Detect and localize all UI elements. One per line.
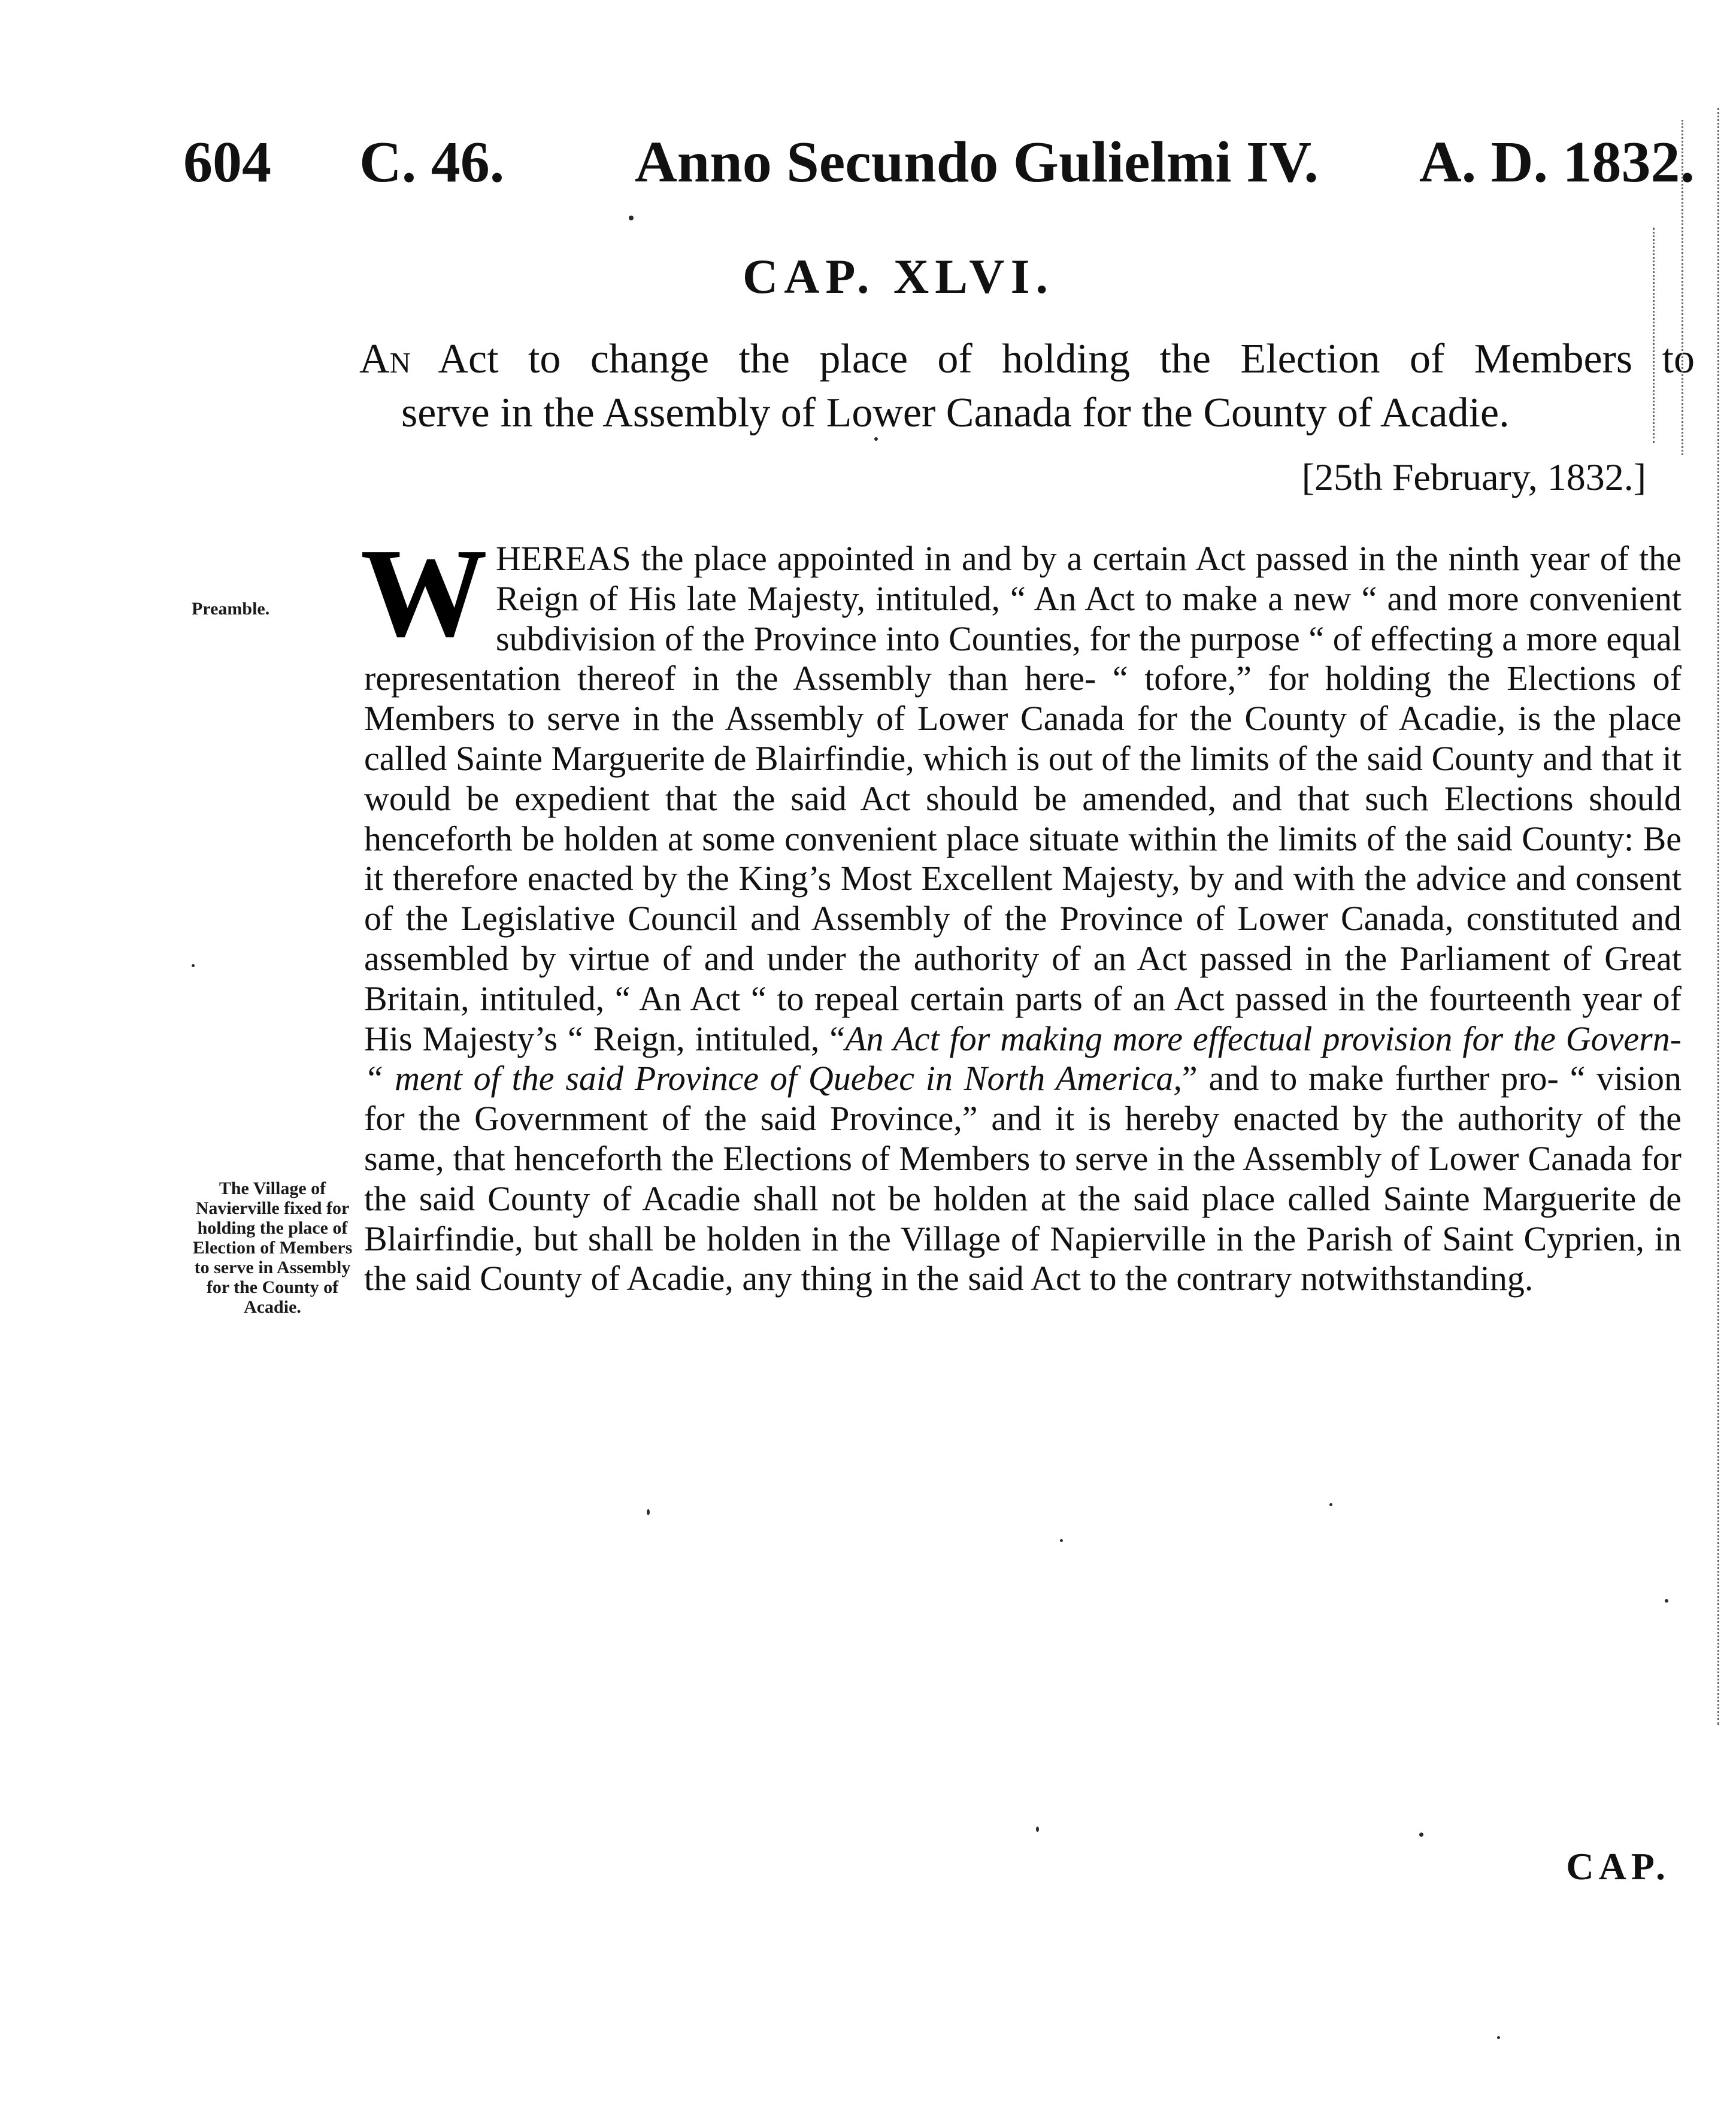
catchword: CAP.	[1566, 1845, 1670, 1888]
body-italic-quote: An Act for making more effectual provision for the Govern- “ ment of the said Province of Quebec in North America,	[364, 1019, 1682, 1098]
act-title-line-2: serve in the Assembly of Lower Canada for the County of Acadie.	[401, 390, 1510, 436]
scan-noise-speck	[1419, 1833, 1423, 1837]
scan-noise-speck	[647, 1509, 650, 1515]
drop-cap: W	[360, 522, 487, 663]
running-header	[174, 129, 1713, 213]
act-body	[360, 522, 1682, 1299]
margin-note-preamble: Preamble.	[192, 599, 270, 619]
scan-noise-speck	[1665, 1599, 1668, 1603]
act-title-line-1-rest: Act to change the place of holding the Election of Members to	[438, 336, 1695, 382]
scan-noise-speck	[1497, 2036, 1500, 2039]
chapter-title: CAP. XLVI.	[742, 249, 1054, 304]
margin-note-village: The Village of Navierville fixed for holding the place of Election of Members to serve in Assembly for the County of Acadie.	[192, 1179, 353, 1317]
page-number: 604	[183, 130, 271, 195]
body-part-2: ” and to make further pro- “ vision for the Government of the said Province,” and it is hereby enacted by the authority of the same, that henceforth the Elections of Members to serve in the Assembly of Lower Canada for the said County of Acadie shall not be holden at the said place called Sainte Marguerite de Blairfindie, but shall be holden in the Village of Napierville in the Parish of Saint Cyprien, in the said County of Acadie, any thing in the said Act to the contrary notwithstanding.	[364, 1059, 1682, 1298]
body-part-1: HEREAS the place appointed in and by a certain Act passed in the ninth year of the Reign of His late Majesty, intituled, “ An Act to make a new “ and more convenient subdivision of the Province into Counties, for the purpose “ of effecting a more equal representation thereof in the Assembly than here- “ tofore,” for holding the Elections of Members to serve in the Assembly of Lower Canada for the County of Acadie, is the place called Sainte Marguerite de Blairfindie, which is out of the limits of the said County and that it would be expedient that the said Act should be amended, and that such Elections should henceforth be holden at some convenient place situate within the limits of the said County: Be it therefore enacted by the King’s Most Excellent Majesty, by and with the advice and consent of the Legislative Council and Assembly of the Province of Lower Canada, constituted and assembled by virtue of and under the authority of an Act passed in the Parliament of Great Britain, intituled, “ An Act “ to repeal certain parts of an Act passed in the fourteenth year of His Majesty’s “ Reign, intituled, “	[364, 539, 1682, 1058]
scan-noise-speck	[192, 964, 195, 967]
scan-noise-speck	[1060, 1539, 1063, 1542]
act-title	[359, 332, 1695, 440]
scan-noise-line	[1717, 108, 1719, 1725]
scan-noise-line	[1653, 228, 1655, 443]
scan-noise-speck	[629, 216, 634, 220]
running-title: Anno Secundo Gulielmi IV.	[635, 130, 1319, 195]
act-title-first-word: An	[359, 336, 411, 382]
scan-noise-line	[1682, 120, 1683, 455]
chapter-number: C. 46.	[359, 130, 505, 195]
assent-date: [25th February, 1832.]	[1301, 456, 1646, 498]
scan-noise-speck	[1036, 1827, 1039, 1832]
act-title-line-1	[359, 332, 1695, 386]
year: A. D. 1832.	[1419, 130, 1695, 195]
scan-noise-speck	[1329, 1503, 1332, 1506]
scan-noise-speck	[874, 437, 878, 441]
